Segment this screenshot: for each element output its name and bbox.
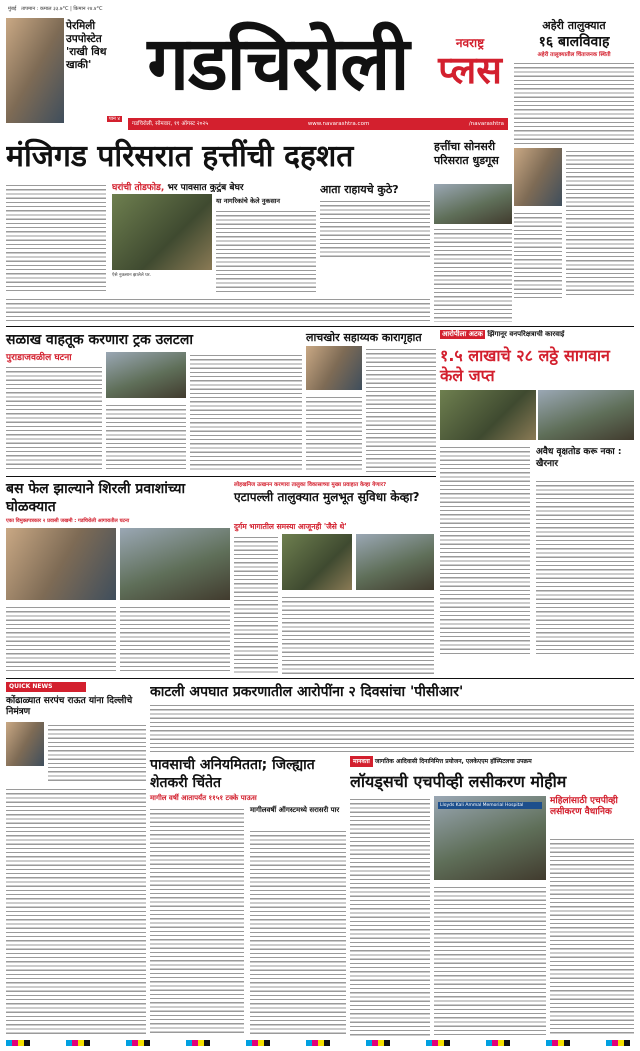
quick-col-1 bbox=[48, 722, 146, 782]
social-handle[interactable]: /navarashtra bbox=[468, 121, 504, 127]
salkha-col-3 bbox=[190, 352, 302, 472]
teaser-headline[interactable]: पेरमिली उपपोस्टेत 'राखी विथ खाकी' bbox=[66, 20, 107, 71]
quick-col-2 bbox=[6, 786, 146, 1036]
salkha-col-2 bbox=[106, 402, 186, 472]
lead-col-2 bbox=[216, 208, 316, 292]
lead-tag: घरांची तोडफोड, bbox=[112, 183, 165, 192]
lloyds-photo bbox=[434, 796, 546, 880]
manavta-label: मानवता bbox=[350, 756, 373, 767]
accused-col-1 bbox=[440, 444, 530, 654]
bus-col-2 bbox=[120, 604, 230, 674]
rain-subhead: मागील वर्षी आतापर्यंत ११५१ टक्के पाऊस bbox=[150, 794, 257, 802]
teaser-photo bbox=[6, 18, 64, 123]
bus-subhead: एका विमुक्तपत्रकार २ प्रवासी जखमी : गडचिरोली आगारातील घटना bbox=[6, 518, 130, 524]
quick-headline[interactable]: कोंढाळ्यात सरपंच राऊत यांना दिल्लीचे निमंत्रण bbox=[6, 696, 133, 717]
lloyds-col-2 bbox=[434, 884, 546, 1036]
rain-col-2 bbox=[250, 828, 346, 1036]
salkha-photo bbox=[106, 352, 186, 398]
lead-photo bbox=[112, 194, 212, 270]
lloyds-headline[interactable]: लॉयड्सची एचपीव्ही लसीकरण मोहीम bbox=[350, 772, 567, 791]
bus-headline[interactable]: बस फेल झाल्याने शिरली प्रवाशांच्या घोळक्यात bbox=[6, 481, 186, 515]
accused-photo-1 bbox=[440, 390, 536, 440]
quick-label: QUICK NEWS bbox=[6, 682, 86, 692]
corruption-col bbox=[366, 346, 436, 472]
rain-side: मागीलवर्षी ऑगस्टमध्ये सरासरी पार bbox=[250, 806, 340, 814]
bus-col-1 bbox=[6, 604, 116, 674]
etapalli-photo-1 bbox=[282, 534, 352, 590]
accused-kicker-row bbox=[440, 330, 634, 342]
manavta-text: जागतिक आदिवासी दिनानिमित्त प्रयोजन, एलकेएएम हॉस्पिटलचा उपक्रम bbox=[374, 758, 532, 765]
etapalli-photo-2 bbox=[356, 534, 434, 590]
accused-kicker: आरोपीला अटक bbox=[442, 330, 483, 338]
lloyds-side-headline[interactable]: महिलांसाठी एचपीव्ही लसीकरण वैधानिक bbox=[550, 796, 618, 817]
elephant-side-photo bbox=[434, 184, 512, 224]
color-bar bbox=[6, 1040, 634, 1046]
aheri-body bbox=[514, 60, 634, 144]
corruption-headline[interactable]: लाचखोर सहाय्यक कारागृहात bbox=[306, 331, 422, 344]
website[interactable]: www.navarashtra.com bbox=[307, 121, 370, 127]
lead-col-1 bbox=[6, 182, 106, 292]
lead-subhead-box bbox=[112, 180, 322, 192]
aheri-kicker: अहेरी तालुक्यात bbox=[542, 19, 606, 32]
aheri-body-3 bbox=[514, 210, 562, 298]
elephant-side-headline[interactable]: हत्तींचा सोनसरी परिसरात धुडगूस bbox=[434, 140, 499, 167]
elephant-side-body bbox=[434, 226, 512, 322]
etapalli-subhead: दुर्गम भागातील समस्या आजूनही 'जैसे थे' bbox=[234, 522, 347, 531]
corruption-photo bbox=[306, 346, 362, 390]
top-city: मुंबई bbox=[8, 6, 17, 12]
lead-caption: ऐसे नुकसान झालेले घर. bbox=[112, 273, 152, 278]
rain-col-1 bbox=[150, 806, 244, 1036]
etapalli-headline[interactable]: एटापल्ली तालुक्यात मुलभूत सुविधा केव्हा? bbox=[234, 490, 420, 504]
aheri-headline[interactable]: १६ बालविवाह bbox=[538, 34, 610, 50]
quick-photo bbox=[6, 722, 44, 766]
corruption-col-2 bbox=[306, 394, 362, 472]
accused-side-headline[interactable]: अवैध वृक्षतोड करू नका : खैरनार bbox=[536, 447, 622, 469]
lead-col-3 bbox=[320, 198, 430, 258]
katli-body bbox=[150, 702, 634, 752]
lead-sub2: या नागरिकांचे केले नुकसान bbox=[216, 197, 281, 205]
lead-sub3: आता राहायचे कुठे? bbox=[320, 183, 399, 196]
etapalli-col-2 bbox=[282, 594, 434, 674]
lloyds-banner: Lloyds Kali Ammal Memorial Hospital bbox=[438, 802, 542, 809]
salkha-headline[interactable]: सळाख वाहतूक करणारा ट्रक उलटला bbox=[6, 332, 193, 348]
lloyds-col-1 bbox=[350, 796, 430, 1036]
dateline: गडचिरोली, सोमवार, ११ ऑगस्ट २०२५ bbox=[132, 121, 209, 127]
aheri-photo bbox=[514, 148, 562, 206]
lloyds-side-body bbox=[550, 836, 634, 1036]
bus-photo-2 bbox=[120, 528, 230, 600]
manavta-row bbox=[350, 756, 634, 767]
katli-headline[interactable]: काटली अपघात प्रकरणातील आरोपींना २ दिवसांचा 'पीसीआर' bbox=[150, 684, 464, 700]
lead-subhead: भर पावसात कुटुंब बेघर bbox=[167, 183, 244, 192]
accused-col-2 bbox=[536, 478, 634, 654]
masthead-title: गडचिरोली bbox=[147, 21, 409, 107]
aheri-body-2 bbox=[566, 148, 634, 298]
dateline-bar bbox=[128, 118, 508, 130]
accused-photo-2 bbox=[538, 390, 634, 440]
accused-headline[interactable]: १.५ लाखाचे २८ लठ्ठे सागवान केले जप्त bbox=[440, 346, 610, 385]
accused-kicker-text: झिंगानूर वनपरिक्षत्राची कारवाई bbox=[487, 330, 565, 338]
bus-photo-1 bbox=[6, 528, 116, 600]
rain-headline[interactable]: पावसाची अनियमितता; जिल्ह्यात शेतकरी चिंतेत bbox=[150, 757, 315, 791]
aheri-subhead: अहेरी तालुक्यातील चिंताजनक स्थिती bbox=[537, 52, 611, 58]
etapalli-col-1 bbox=[234, 534, 278, 674]
salkha-subhead: पुराडाजवळील घटना bbox=[6, 353, 72, 363]
lead-headline[interactable]: मंजिगड परिसरात हत्तींची दहशत bbox=[6, 139, 354, 174]
brand-top: नवराष्ट्र bbox=[455, 36, 485, 50]
teaser-page-ref: पान ४ bbox=[108, 116, 120, 122]
top-weather: तापमान : कमाल ३३.७°C | किमान २४.४°C bbox=[21, 6, 103, 12]
etapalli-kicker: लोहखनिज उत्खनन करणारा तालुका विकासाच्या मुख्य प्रवाहात केव्हा येणार? bbox=[234, 482, 387, 488]
teaser-box bbox=[66, 20, 122, 124]
lead-bottom bbox=[6, 296, 430, 322]
brand-bottom: प्लस bbox=[438, 48, 502, 92]
salkha-col-1 bbox=[6, 364, 102, 472]
